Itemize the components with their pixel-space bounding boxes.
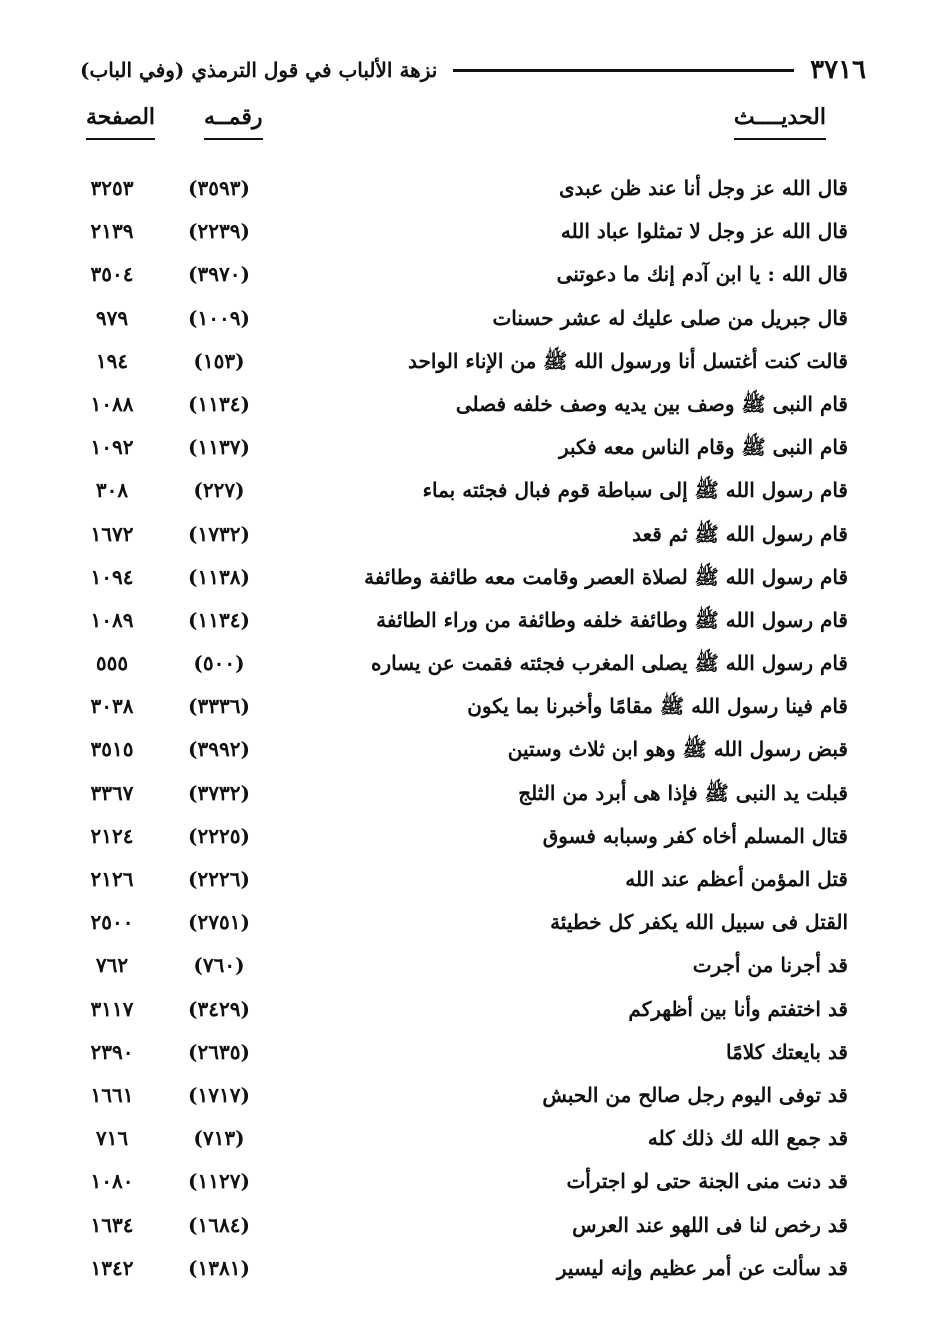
index-entry	[0, 690, 946, 733]
hadith-text: قد توفى اليوم رجل صالح من الحبش	[542, 1082, 848, 1107]
hadith-text: قد دنت منى الجنة حتى لو اجترأت	[566, 1169, 848, 1194]
page-reference: ٣٢٥٣	[90, 176, 134, 200]
index-entry	[0, 345, 946, 388]
hadith-number: (٣٥٩٣)	[188, 176, 250, 200]
hadith-number: (١١٢٧)	[188, 1169, 250, 1194]
index-entry	[0, 906, 946, 949]
hadith-text: قبض رسول الله ﷺ وهو ابن ثلاث وستين	[507, 737, 848, 762]
hadith-number: (٣٣٣٦)	[188, 694, 250, 719]
index-entry	[0, 518, 946, 561]
index-entry	[0, 777, 946, 820]
hadith-text: قال الله عز وجل لا تمثلوا عباد الله	[560, 219, 848, 244]
hadith-number: (١٣٨١)	[188, 1255, 250, 1280]
index-entry	[0, 1036, 946, 1079]
page-reference: ٧١٦	[95, 1126, 129, 1151]
hadith-number: (٧٦٠)	[193, 953, 245, 978]
hadith-number: (١١٣٨)	[188, 564, 250, 589]
index-entry	[0, 647, 946, 690]
page-reference: ١٠٩٤	[90, 564, 134, 589]
hadith-text: قالت كنت أغتسل أنا ورسول الله ﷺ من الإناء الواحد	[408, 348, 848, 373]
hadith-number: (٢٦٣٥)	[188, 1039, 250, 1064]
column-heading-number: رقمــه	[204, 104, 263, 140]
hadith-text: قال الله عز وجل أنا عند ظن عبدى	[558, 176, 848, 200]
page-reference: ٧٦٢	[95, 953, 129, 978]
page-reference: ٢١٢٦	[90, 867, 134, 891]
hadith-text: قام النبى ﷺ وصف بين يديه وصف خلفه فصلى	[455, 391, 848, 416]
page-reference: ٣١١٧	[90, 996, 134, 1021]
hadith-text: قبلت يد النبى ﷺ فإذا هى أبرد من الثلج	[518, 780, 848, 805]
hadith-number: (١٧٣٢)	[188, 521, 250, 546]
page-reference: ١٦٧٢	[90, 521, 134, 546]
index-entry	[0, 172, 946, 215]
index-entry	[0, 949, 946, 992]
page-reference: ١٠٨٠	[90, 1169, 134, 1194]
page-reference: ١٦٣٤	[90, 1212, 134, 1237]
hadith-text: قال الله : يا ابن آدم إنك ما دعوتنى	[556, 262, 848, 287]
page-reference: ٩٧٩	[95, 305, 129, 330]
index-entry	[0, 1209, 946, 1252]
index-entry	[0, 993, 946, 1036]
hadith-number: (٥٠٠)	[193, 651, 245, 676]
page-reference: ١٦٦١	[90, 1082, 134, 1107]
hadith-number: (٢٢٢٦)	[188, 867, 250, 891]
page-reference: ١٠٨٩	[90, 607, 134, 632]
hadith-number: (٢٢٢٥)	[188, 823, 250, 848]
hadith-number: (١٦٨٤)	[188, 1212, 250, 1237]
hadith-text: القتل فى سبيل الله يكفر كل خطيئة	[550, 910, 848, 935]
hadith-text: قد جمع الله لك ذلك كله	[647, 1126, 848, 1151]
page-reference: ١٩٤	[95, 348, 129, 373]
hadith-text: قام رسول الله ﷺ لصلاة العصر وقامت معه طائفة وطائفة	[364, 564, 848, 589]
hadith-number: (٧١٣)	[193, 1126, 245, 1151]
hadith-number: (٣٧٣٢)	[188, 780, 250, 805]
index-entry	[0, 733, 946, 776]
column-heading-hadith: الحديــــث	[734, 104, 826, 140]
page-reference: ١٠٨٨	[90, 391, 134, 416]
page-reference: ٣٣٦٧	[90, 780, 134, 805]
page-reference: ٢١٢٤	[90, 823, 134, 848]
hadith-text: قال جبريل من صلى عليك له عشر حسنات	[492, 305, 848, 330]
index-entry	[0, 431, 946, 474]
hadith-text: قام رسول الله ﷺ وطائفة خلفه وطائفة من وراء الطائفة	[376, 607, 848, 632]
index-entry	[0, 1122, 946, 1165]
index-entry	[0, 1165, 946, 1208]
hadith-number: (٣٤٢٩)	[188, 996, 250, 1021]
page-reference: ١٣٤٢	[90, 1255, 134, 1280]
index-entry	[0, 561, 946, 604]
column-heading-page: الصفحة	[86, 104, 155, 140]
hadith-text: قد رخص لنا فى اللهو عند العرس	[572, 1212, 848, 1237]
hadith-text: قام رسول الله ﷺ ثم قعد	[632, 521, 848, 546]
page-reference: ٣٠٨	[95, 478, 129, 503]
hadith-text: قتل المؤمن أعظم عند الله	[625, 867, 848, 891]
hadith-number: (١٧١٧)	[188, 1082, 250, 1107]
hadith-number: (٣٩٩٢)	[188, 737, 250, 762]
index-entry	[0, 215, 946, 258]
page-reference: ٣٠٣٨	[90, 694, 134, 719]
index-entry	[0, 604, 946, 647]
index-entry	[0, 302, 946, 345]
page-reference: ١٠٩٢	[90, 435, 134, 460]
hadith-number: (٢٢٧)	[193, 478, 245, 503]
hadith-number: (١١٣٤)	[188, 391, 250, 416]
index-entry	[0, 863, 946, 906]
index-entry	[0, 258, 946, 301]
hadith-number: (٣٩٧٠)	[188, 262, 250, 287]
hadith-text: قد سألت عن أمر عظيم وإنه ليسير	[556, 1255, 848, 1280]
hadith-text: قد أجرنا من أجرت	[692, 953, 848, 978]
hadith-text: قتال المسلم أخاه كفر وسبابه فسوق	[542, 823, 848, 848]
header-rule	[453, 69, 794, 72]
hadith-number: (١٠٠٩)	[188, 305, 250, 330]
hadith-text: قام رسول الله ﷺ يصلى المغرب فجئته فقمت عن يساره	[370, 651, 848, 676]
book-title: نزهة الألباب في قول الترمذي (وفي الباب)	[80, 58, 438, 82]
hadith-number: (١١٣٧)	[188, 435, 250, 460]
index-entry	[0, 474, 946, 517]
index-entry	[0, 1079, 946, 1122]
page-reference: ٣٥١٥	[90, 737, 134, 762]
page-reference: ٢١٣٩	[90, 219, 134, 244]
hadith-text: قام رسول الله ﷺ إلى سباطة قوم فبال فجئته بماء	[422, 478, 848, 503]
page-number: ٣٧١٦	[810, 55, 866, 85]
hadith-number: (١٥٣)	[193, 348, 245, 373]
hadith-text: قد بايعتك كلامًا	[725, 1039, 848, 1064]
hadith-text: قام النبى ﷺ وقام الناس معه فكبر	[558, 435, 848, 460]
page-reference: ٢٥٠٠	[90, 910, 134, 935]
page-reference: ٢٣٩٠	[90, 1039, 134, 1064]
hadith-index-list	[0, 172, 946, 1295]
index-entry	[0, 388, 946, 431]
running-header	[80, 52, 866, 88]
page-reference: ٥٥٥	[95, 651, 129, 676]
index-entry	[0, 1252, 946, 1295]
index-entry	[0, 820, 946, 863]
hadith-number: (٢٧٥١)	[188, 910, 250, 935]
hadith-text: قام فينا رسول الله ﷺ مقامًا وأخبرنا بما يكون	[467, 694, 848, 719]
hadith-text: قد اختفتم وأنا بين أظهركم	[628, 996, 848, 1021]
hadith-number: (١١٣٤)	[188, 607, 250, 632]
page-reference: ٣٥٠٤	[90, 262, 134, 287]
hadith-number: (٢٢٣٩)	[188, 219, 250, 244]
